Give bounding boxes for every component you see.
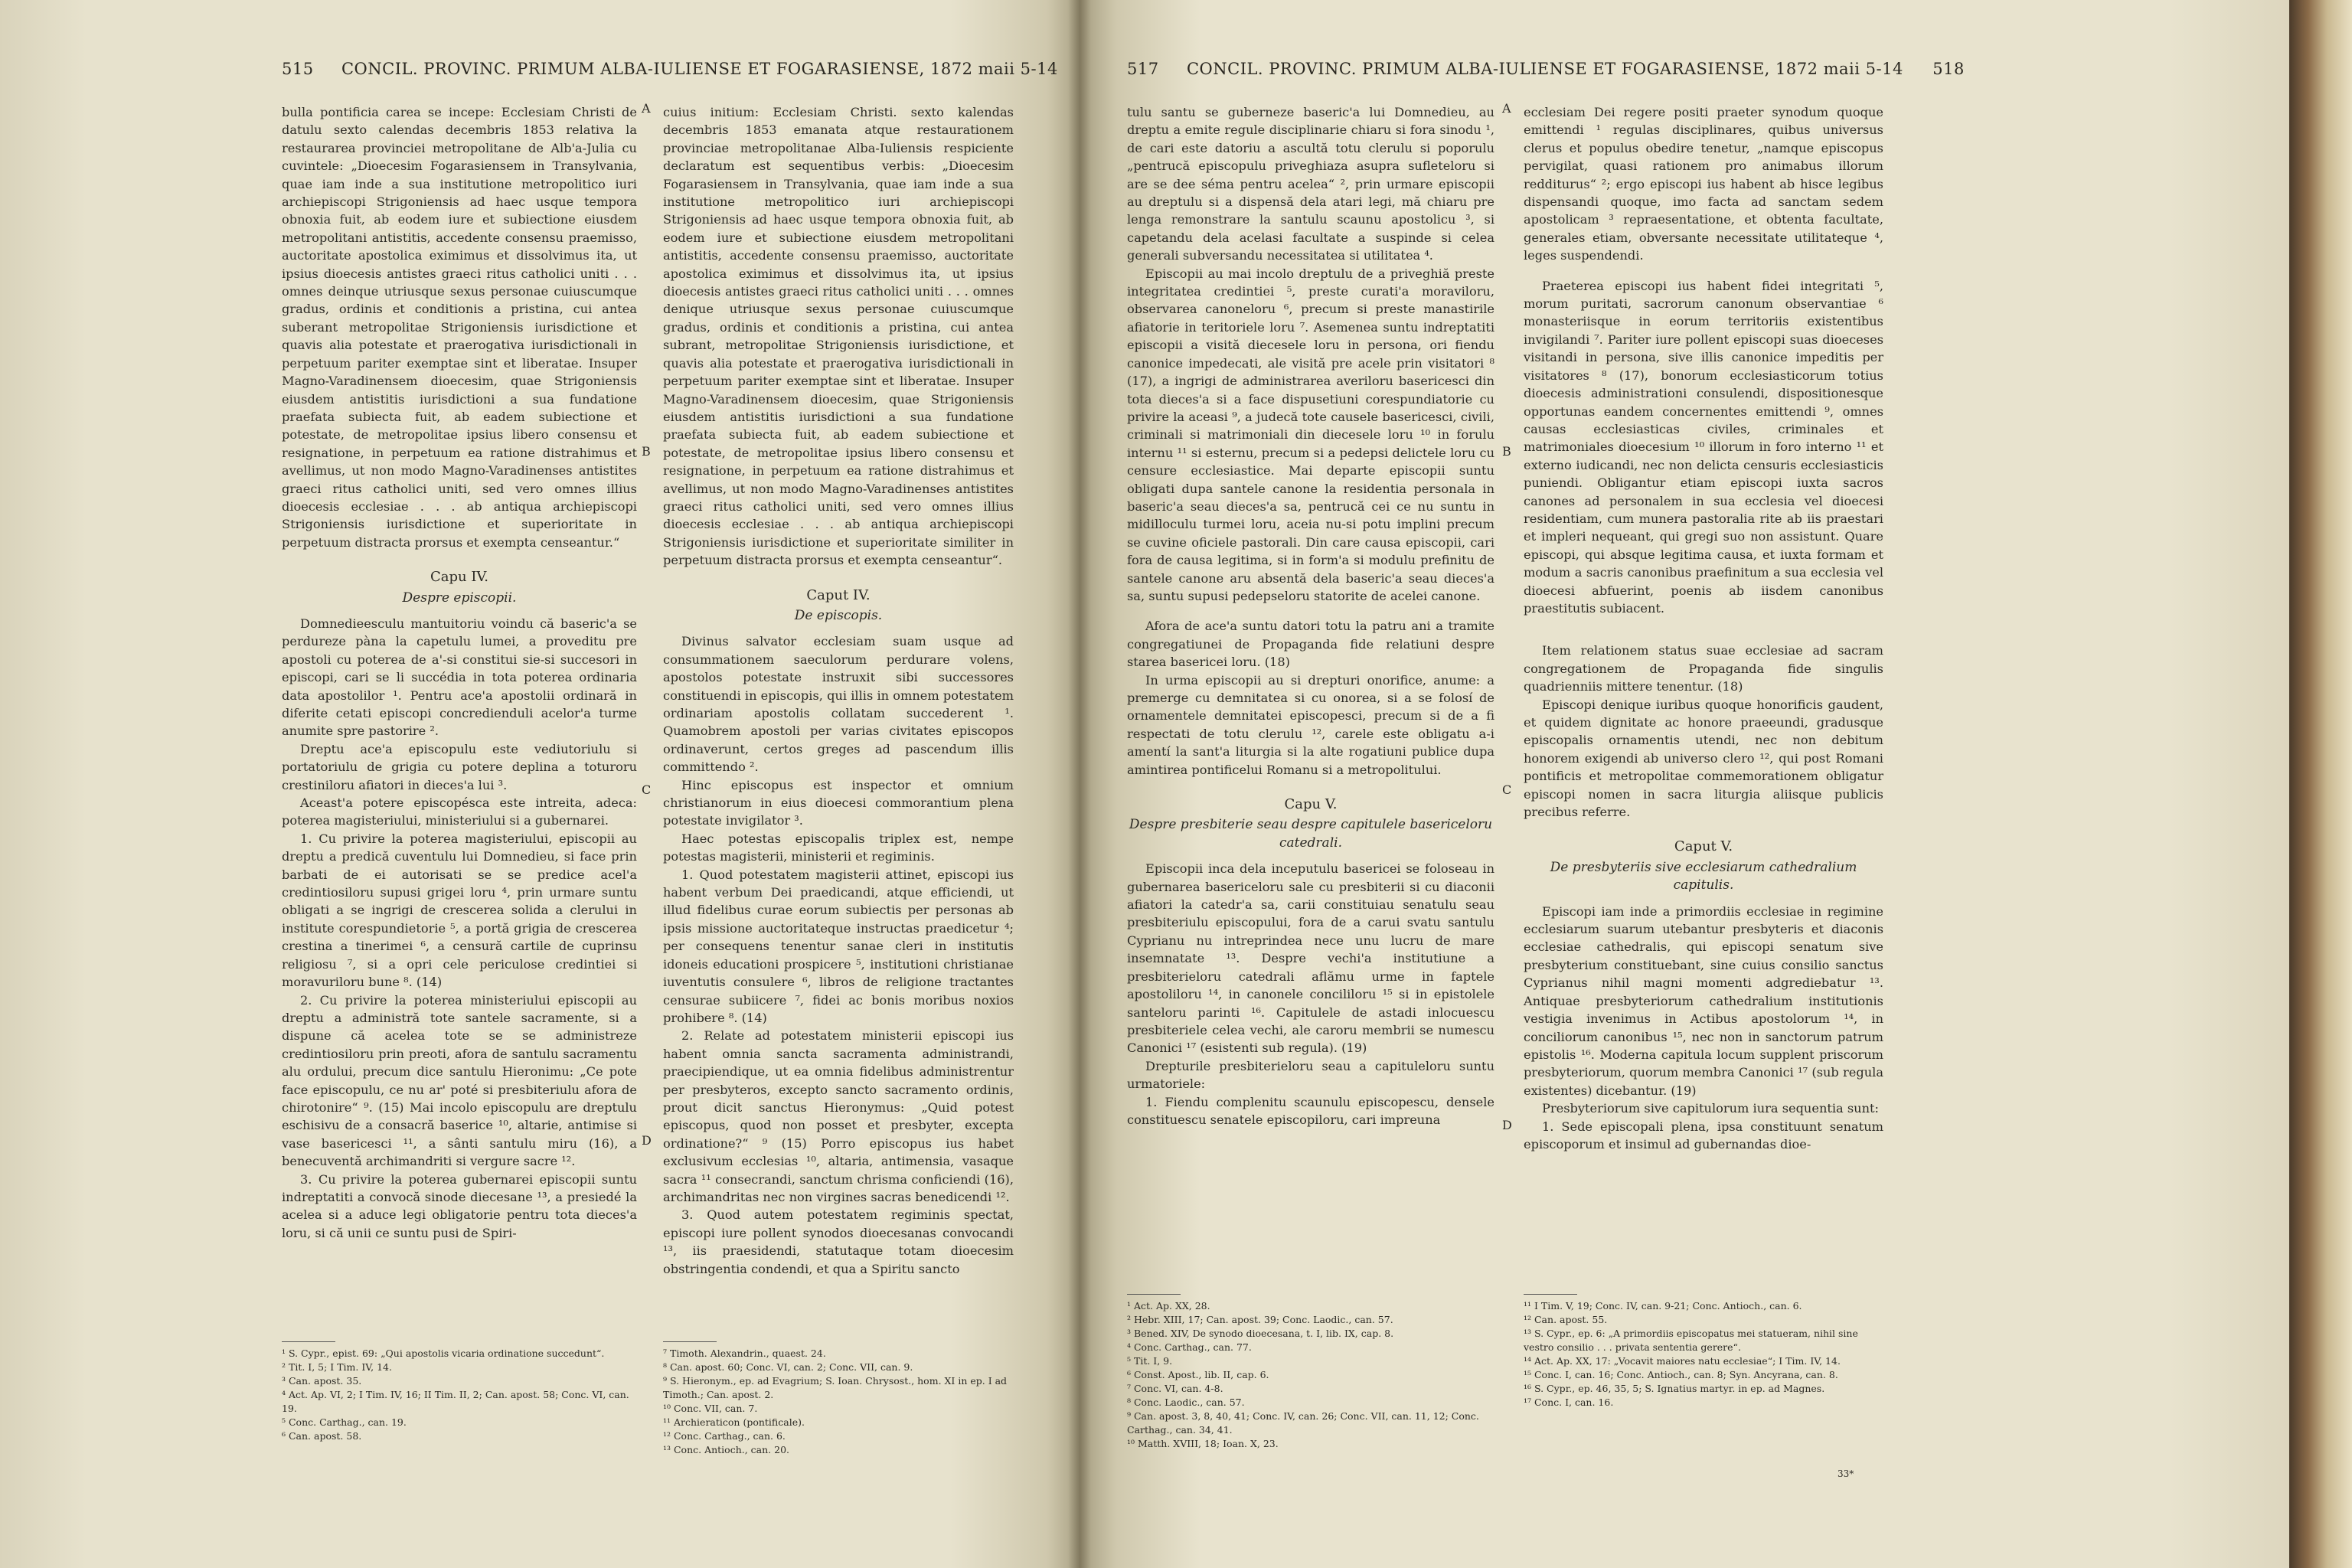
footnote: ¹³ Conc. Antioch., can. 20. — [663, 1444, 790, 1455]
footnote: ³ Bened. XIV, De synodo dioecesana, t. I, lib. IX, cap. 8. — [1127, 1328, 1394, 1339]
footnote: ² Hebr. XIII, 17; Can. apost. 39; Conc. Laodic., can. 57. — [1127, 1314, 1393, 1325]
paragraph: Episcopii inca dela inceputulu basericei se foloseau in gubernarea basericeloru sale cu presbiterii si cu diaconii afiatori la catedr'a sa, carii constituiau senatulu seau presbiteriulu episcopului, fora de a carui svatu santulu Cyprianu nu intreprindea nece unu lucru de mare insemnatate ¹³. Despre vechi'a institutiune a presbiterieloru catedrali aflămu urme in faptele apostoliloru ¹⁴, in canonele concililoru ¹⁵ si in epistolele santeloru parinti ¹⁶. Capitulele de astadi inlocuescu presbiteriele celea vechi, ale caroru membrii se numescu Canonici ¹⁷ (esistenti sub regula). (19) — [1127, 861, 1494, 1056]
paragraph: Afora de ace'a suntu datori totu la patru ani a tramite congregatiunei de Propaganda fide relatiuni despre starea basericei loru. (18) — [1127, 619, 1494, 670]
footnotes — [1524, 1294, 1883, 1410]
footnote: ⁵ Conc. Carthag., can. 19. — [282, 1416, 407, 1428]
paragraph: 2. Cu privire la poterea ministeriului episcopii au dreptu a administră tote santele sacramente, si a dispune că acelea tote se se administreze credintiosiloru prin preoti, afora de santulu sacramentu alu ordului, precum dice santulu Hieronimu: „Ce pote face episcopulu, ce nu ar' poté si presbiteriulu afora de chirotonire“ ⁹. (15) Mai incolo episcopulu are dreptulu eschisivu de a consacră baserice ¹⁰, altarie, antimise si vase basericesci ¹¹, a sânti santulu miru (16), a benecuventă archimandriti si vergure sacre ¹². — [282, 992, 637, 1169]
footnote: ² Tit. I, 5; I Tim. IV, 14. — [282, 1361, 392, 1373]
signature-mark: 33* — [1838, 1468, 1854, 1479]
paragraph: Hinc episcopus est inspector et omnium christianorum in eius dioecesi commorantium plena potestate invigilator ³. — [663, 777, 1014, 828]
paragraph: tulu santu se guberneze baseric'a lui Domnedieu, au dreptu a emite regule disciplinarie chiaru si fora sinodu ¹, de cari este datoriu a ascultă totu clerulu si poporulu „pentrucă episcopulu priveghiaza asupra sufleteloru si are se dee séma pentru acelea“ ², prin urmare episcopii au dreptulu si a dispensă dela atari legi, mă chiaru pre lenga remonstrare la santulu scaunu apostolicu ³, si capetandu dela acelasi facultate a suspinde si celea generali subversandu necessitatea si utilitatea ⁴. — [1127, 105, 1494, 263]
footnote: ¹ Act. Ap. XX, 28. — [1127, 1300, 1210, 1312]
paragraph: Presbyteriorum sive capitulorum iura sequentia sunt: — [1542, 1101, 1879, 1116]
footnote: ⁴ Conc. Carthag., can. 77. — [1127, 1341, 1252, 1353]
margin-letter: A — [1502, 101, 1511, 116]
chapter-title: Caput V. — [1674, 838, 1733, 855]
romanian-column — [282, 103, 637, 1242]
paragraph: Praeterea episcopi ius habent fidei integritati ⁵, morum puritati, sacrorum canonum observantiae ⁶ monasteriisque in eorum territoriis existentibus invigilandi ⁷. Pariter iure pollent episcopi suas dioeceses visitandi in persona, sive illis canonice impeditis per visitatores ⁸ (17), bonorum ecclesiasticorum totius dioecesis administrationi consulendi, dispositionesque opportunas eandem concernentes emittendi ⁹, omnes causas ecclesiasticas civiles, criminales et matrimoniales dioecesium ¹⁰ illorum in foro interno ¹¹ et externo iudicandi, nec non delicta censuris ecclesiasticis puniendi. Obligantur etiam episcopi iuxta sacros canones ad personalem in sua ecclesia vel dioecesi residentiam, cum munera pastoralia rite ab iis praestari et impleri nequeant, qui gregi suo non assistunt. Quare episcopi, qui absque legitima causa, et iuxta formam et modum a sacris canonibus praefinitum a sua ecclesia vel dioecesi abfuerint, poenis ab iisdem canonibus praestitutis subiacent. — [1524, 278, 1883, 616]
running-title: CONCIL. PROVINC. PRIMUM ALBA-IULIENSE ET FOGARASIENSE, 1872 maii 5-14 — [341, 60, 1058, 78]
footnote: ¹⁴ Act. Ap. XX, 17: „Vocavit maiores natu ecclesiae“; I Tim. IV, 14. — [1524, 1355, 1841, 1367]
paragraph: Episcopi iam inde a primordiis ecclesiae in regimine ecclesiarum suarum utebantur presbyteris et diaconis ecclesiae cathedralis, qui episcopi senatum sive presbyterium constituebant, sine cuius consilio sanctus Cyprianus nihil magni momenti adgrediebatur ¹³. Antiquae presbyteriorum cathedralium institutionis vestigia invenimus in Actibus apostolorum ¹⁴, in conciliorum canonibus ¹⁵, nec non in sanctorum patrum epistolis ¹⁶. Moderna capitula locum supplent priscorum presbyteriorum, quorum membra Canonici ¹⁷ (sub regula existentes) dicebantur. (19) — [1524, 903, 1883, 1098]
footnote: ⁹ Can. apost. 3, 8, 40, 41; Conc. IV, can. 26; Conc. VII, can. 11, 12; Conc. Carthag., can. 34, 41. — [1127, 1410, 1479, 1436]
paragraph: 3. Cu privire la poterea gubernarei episcopii suntu indreptatiti a convocă sinode diecesane ¹³, a presiedé la acelea si a aduce legi obligatorie pentru tota dieces'a loru, si că unii ce suntu pusi de Spiri- — [282, 1171, 637, 1240]
footnote: ⁴ Act. Ap. VI, 2; I Tim. IV, 16; II Tim. II, 2; Can. apost. 58; Conc. VI, can. 19. — [282, 1389, 629, 1414]
paragraph: bulla pontificia carea se incepe: Ecclesiam Christi de datulu sexto calendas decembris 1853 relativa la restaurarea provinciei metropolitane de Alb'a-Julia cu cuvintele: „Dioecesim Fogarasiensem in Transylvania, quae iam inde a sua institutione metropolitico iuri archiepiscopi Strigoniensis ad haec usque tempora obnoxia fuit, ab eodem iure et subiectione eiusdem metropolitani antistitis, accedente consensu praemisso, auctoritate apostolica eximimus et dissolvimus ita, ut ipsius dioecesis antistes graeci ritus catholici uniti . . . omnes deinque utriusque sexus personae cuiuscumque gradus, ordinis et conditionis a pristina, cui antea suberant metropolitae Strigoniensis iurisdictione et quavis alia potestate et praerogativa iurisdictionali in perpetuum pariter exemptae sint et liberatae. Insuper Magno-Varadinensem dioecesim, quae Strigoniensis eiusdem antistitis iurisdictioni a sua fundatione praefata subiecta fuit, ab eadem subiectione et potestate, de metropolitae ipsius libero consensu et resignatione, in perpetuum ea ratione distrahimus et avellimus, ut non modo Magno-Varadinenses antistites graeci ritus catholici uniti, sed vero omnes illius dioecesis ecclesiae . . . ab antiqua archiepiscopi Strigoniensis iurisdictione et superioritate in perpetuum distracta prorsus et exempta censeantur.“ — [282, 105, 637, 550]
page-number: 518 — [1932, 60, 1965, 78]
footnote: ¹⁵ Conc. I, can. 16; Conc. Antioch., can. 8; Syn. Ancyrana, can. 8. — [1524, 1369, 1838, 1380]
chapter-title: Capu IV. — [430, 569, 489, 586]
footnote: ³ Can. apost. 35. — [282, 1375, 362, 1387]
paragraph: 1. Cu privire la poterea magisteriului, episcopii au dreptu a predică cuventulu lui Domnedieu, si face prin barbati de ei autorisati se se predice acel'a credintiosiloru supusi grigei loru ⁴, prin urmare suntu obligati a se ingrigi de crescerea solida a clerului in institute corespundietorie ⁵, a portă grigia de crescerea crestina a tinerimei ⁶, a censură cartile de cuprinsu religiosu ⁷, si a opri cele periculose credintiei si moravuriloru bune ⁸. (14) — [282, 831, 637, 990]
paragraph: 1. Quod potestatem magisterii attinet, episcopi ius habent verbum Dei praedicandi, atque efficiendi, ut illud fidelibus curae eorum subiectis per personas ab ipsis missione auctoritateque instructas praedicetur ⁴; per consequens tenentur sanae cleri in institutis idoneis educationi prospicere ⁵, institutioni christianae iuventutis consulere ⁶, libros de religione tractantes censurae subiicere ⁷, fidei ac bonis moribus noxios prohibere ⁸. (14) — [663, 867, 1014, 1025]
paragraph: 1. Fiendu complenitu scaunulu episcopescu, densele constituescu senatele episcopiloru, cari impreuna — [1127, 1094, 1494, 1127]
paragraph: 2. Relate ad potestatem ministerii episcopi ius habent omnia sancta sacramenta administrandi, praecipiendique, ut ea omnia fidelibus administrentur per presbyteros, excepto sancto sacramento ordinis, prout dicit sanctus Hieronymus: „Quid potest episcopus, quod non posset et presbyter, excepta ordinatione?“ ⁹ (15) Porro episcopus ius habet exclusivum ecclesias ¹⁰, altaria, antimensia, vasaque sacra ¹¹ consecrandi, sanctum chrisma conficiendi (16), archimandritas nec non virgines sacras benedicendi ¹². — [663, 1028, 1014, 1204]
paragraph: Episcopii au mai incolo dreptulu de a priveghiă preste integritatea credintiei ⁵, preste curati'a moraviloru, observarea canoneloru ⁶, precum si preste manastirile afiatorie in teritoriele loru ⁷. Asemenea suntu indreptatiti episcopii a visită diecesele loru in persona, ori fiendu canonice impedecati, ale visită pre acele prin visitatori ⁸ (17), a ingrigi de administrarea averiloru basericesci din tota dieces'a si a face dispusetiuni corespundiatorie cu privire la aceasi ⁹, a judecă tote causele basericesci, civili, criminali si matrimoniali din diecesele loru ¹⁰ in forulu internu ¹¹ si esternu, precum si a pedepsi delictele loru cu censure ecclesiastice. Mai departe episcopii suntu obligati dupa santele canone la residentia personala in baseric'a seau dieces'a sa, pentrucă cei ce nu suntu in midilloculu turmei loru, aceia nu-si potu implini precum se cuvine oficiele pastorali. Din care causa episcopii, cari fora de causa legitima, si in form'a si modulu prefinitu de santele canone aru absentă dela baseric'a seau dieces'a sa, suntu supusi pedepseloru statorite de acelei canone. — [1127, 266, 1494, 603]
latin-column — [1524, 103, 1883, 1153]
footnotes — [282, 1341, 637, 1443]
footnote: ⁶ Const. Apost., lib. II, cap. 6. — [1127, 1369, 1269, 1380]
chapter-title: Capu V. — [1284, 796, 1338, 813]
footnote: ⁷ Conc. VI, can. 4-8. — [1127, 1383, 1223, 1394]
right-page — [1080, 0, 2289, 1568]
footnote: ⁸ Can. apost. 60; Conc. VI, can. 2; Conc. VII, can. 9. — [663, 1361, 913, 1373]
page-number: 515 — [282, 60, 314, 78]
chapter-title: Caput IV. — [806, 586, 871, 603]
chapter-subtitle: Despre presbiterie seau despre capitulele basericeloru catedrali. — [1129, 817, 1493, 851]
margin-letter: D — [1502, 1118, 1512, 1132]
margin-letter: D — [642, 1133, 652, 1148]
footnote: ¹⁶ S. Cypr., ep. 46, 35, 5; S. Ignatius martyr. in ep. ad Magnes. — [1524, 1383, 1825, 1394]
footnote: ⁸ Conc. Laodic., can. 57. — [1127, 1396, 1245, 1408]
page-number: 517 — [1127, 60, 1159, 78]
margin-letter: B — [1502, 444, 1511, 459]
footnotes — [663, 1341, 1014, 1457]
book-gutter — [1068, 0, 1091, 1568]
footnote: ¹⁷ Conc. I, can. 16. — [1524, 1396, 1614, 1408]
right-page-header — [1127, 60, 1965, 78]
paragraph: Dreptu ace'a episcopulu este vediutoriulu si portatoriulu de grigia cu potere deplina a toturoru crestiniloru afiatori in dieces'a lui ³. — [282, 741, 637, 792]
left-page-header — [282, 60, 1119, 78]
paragraph: Haec potestas episcopalis triplex est, nempe potestas magisterii, ministerii et regiminis. — [663, 831, 1014, 864]
book-page-edges — [2289, 0, 2352, 1568]
footnote: ¹⁰ Conc. VII, can. 7. — [663, 1403, 758, 1414]
footnote: ¹³ S. Cypr., ep. 6: „A primordiis episcopatus mei statueram, nihil sine vestro consilio . . . privata sententia gerere“. — [1524, 1328, 1858, 1353]
romanian-column — [1127, 103, 1494, 1129]
footnotes — [1127, 1294, 1494, 1451]
footnote: ¹ S. Cypr., epist. 69: „Qui apostolis vicaria ordinatione succedunt“. — [282, 1348, 605, 1359]
footnote: ¹⁰ Matth. XVIII, 18; Ioan. X, 23. — [1127, 1438, 1279, 1449]
footnote: ⁶ Can. apost. 58. — [282, 1430, 362, 1442]
paragraph: Divinus salvator ecclesiam suam usque ad consummationem saeculorum perdurare volens, apostolos potestate instruxit sibi successores constituendi in episcopis, qui illis in omnem potestatem ordinariam apostolis collatam succederent ¹. Quamobrem apostoli per varias civitates episcopos ordinaverunt, certos greges ad pascendum illis committendo ². — [663, 634, 1014, 775]
paragraph: ecclesiam Dei regere positi praeter synodum quoque emittendi ¹ regulas disciplinares, quibus universus clerus et populus obedire tenetur, „namque episcopus pervigilat, quasi rationem pro animabus illorum redditurus“ ²; ergo episcopi ius habent ab hisce legibus dispensandi quoque, imo facta ad sanctam sedem apostolicam ³ repraesentatione, et obtenta facultate, generales etiam, obversante necessitate utilitateque ⁴, leges suspendendi. — [1524, 105, 1883, 263]
paragraph: Domnedieesculu mantuitoriu voindu că baseric'a se perdureze pàna la capetulu lumei, a proveditu pre apostoli cu poterea de a'-si constitui sie-si succesori in episcopi, cari se li succédia in tota poterea ordinaria data apostolilor ¹. Pentru ace'a apostolii ordinară in diferite cetati episcopi concredienduli acelor'a turme anumite spre pastorire ². — [282, 616, 637, 739]
paragraph: Aceast'a potere episcopésca este intreita, adeca: poterea magisteriului, ministeriului si a gubernarei. — [282, 795, 637, 828]
paragraph: Episcopi denique iuribus quoque honorificis gaudent, et quidem dignitate ac honore praeeundi, gradusque episcopalis ornamentis utendi, nec non debitum honorem exigendi ab universo clero ¹², qui post Romani pontificis et metropolitae commemorationem obligatur episcopi nomen in sacra liturgia aliisque publicis precibus referre. — [1524, 697, 1883, 820]
margin-letter: C — [1502, 782, 1512, 797]
footnote: ¹¹ I Tim. V, 19; Conc. IV, can. 9-21; Conc. Antioch., can. 6. — [1524, 1300, 1802, 1312]
margin-letter: C — [642, 782, 652, 797]
paragraph: In urma episcopii au si drepturi onorifice, anume: a premerge cu demnitatea si cu onorea, si a se folosí de ornamentele demnitatei episcopesci, precum si de a fi respectati de totu clerulu ¹², carele este obligatu a-i amentí la sant'a liturgia si la alte rogatiuni publice dupa amintirea pontificelui Romanu si a metropolitului. — [1127, 672, 1494, 777]
footnote: ⁹ S. Hieronym., ep. ad Evagrium; S. Ioan. Chrysost., hom. XI in ep. I ad Timoth.; Can. apost. 2. — [663, 1375, 1008, 1400]
footnote: ⁷ Timoth. Alexandrin., quaest. 24. — [663, 1348, 826, 1359]
footnote: ¹² Conc. Carthag., can. 6. — [663, 1430, 786, 1442]
chapter-subtitle: De presbyteriis sive ecclesiarum cathedralium capitulis. — [1550, 859, 1857, 893]
latin-column — [663, 103, 1014, 1278]
margin-letter: A — [642, 101, 651, 116]
footnote: ¹² Can. apost. 55. — [1524, 1314, 1608, 1325]
chapter-subtitle: Despre episcopii. — [402, 590, 517, 606]
paragraph: 1. Sede episcopali plena, ipsa constituunt senatum episcoporum et insimul ad gubernandas dioe- — [1524, 1119, 1883, 1152]
paragraph: Drepturile presbiterieloru seau a capituleloru suntu urmatoriele: — [1127, 1058, 1494, 1092]
margin-letter: B — [642, 444, 651, 459]
left-page — [0, 0, 1080, 1568]
paragraph: 3. Quod autem potestatem regiminis spectat, episcopi iure pollent synodos dioecesanas convocandi ¹³, iis praesidendi, statutaque totam dioecesim obstringentia condendi, et qua a Spiritu sancto — [663, 1207, 1014, 1276]
paragraph: cuius initium: Ecclesiam Christi. sexto kalendas decembris 1853 emanata atque restaurationem provinciae metropolitanae Alba-Iuliensis respiciente declaratum est sequentibus verbis: „Dioecesim Fogarasiensem in Transylvania, quae iam inde a sua institutione metropolitico iuri archiepiscopi Strigoniensis ad haec usque tempora obnoxia fuit, ab eodem iure et subiectione eiusdem metropolitani antistitis, accedente consensu praemisso, auctoritate apostolica eximimus et dissolvimus ita, ut ipsius dioecesis antistes graeci ritus catholici uniti . . . omnes denique utriusque sexus personae cuiuscumque gradus, ordinis et conditionis a pristina, cui antea subrant, metropolitae Strigoniensis iurisdictione, et quavis alia potestate et praerogativa iurisdictionali in perpetuum pariter exemptae sint et liberatae. Insuper Magno-Varadinensem dioecesim, quae Strigoniensis eiusdem antistitis iurisdictioni a sua fundatione praefata subiecta fuit, ab eadem subiectione et potestate, de metropolitae ipsius libero consensu et resignatione, in perpetuum ea ratione distrahimus et avellimus, ut non modo Magno-Varadinenses antistites graeci ritus catholici uniti, sed vero omnes illius dioecesis ecclesiae . . . ab antiqua archiepiscopi Strigoniensis iurisdictione et superioritate similiter in perpetuum distracta prorsus et exempta censeantur“. — [663, 105, 1014, 568]
paragraph: Item relationem status suae ecclesiae ad sacram congregationem de Propaganda fide singulis quadrienniis mittere tenentur. (18) — [1524, 643, 1883, 694]
footnote: ⁵ Tit. I, 9. — [1127, 1355, 1173, 1367]
chapter-subtitle: De episcopis. — [794, 607, 883, 623]
running-title: CONCIL. PROVINC. PRIMUM ALBA-IULIENSE ET FOGARASIENSE, 1872 maii 5-14 — [1186, 60, 1903, 78]
footnote: ¹¹ Archieraticon (pontificale). — [663, 1416, 805, 1428]
